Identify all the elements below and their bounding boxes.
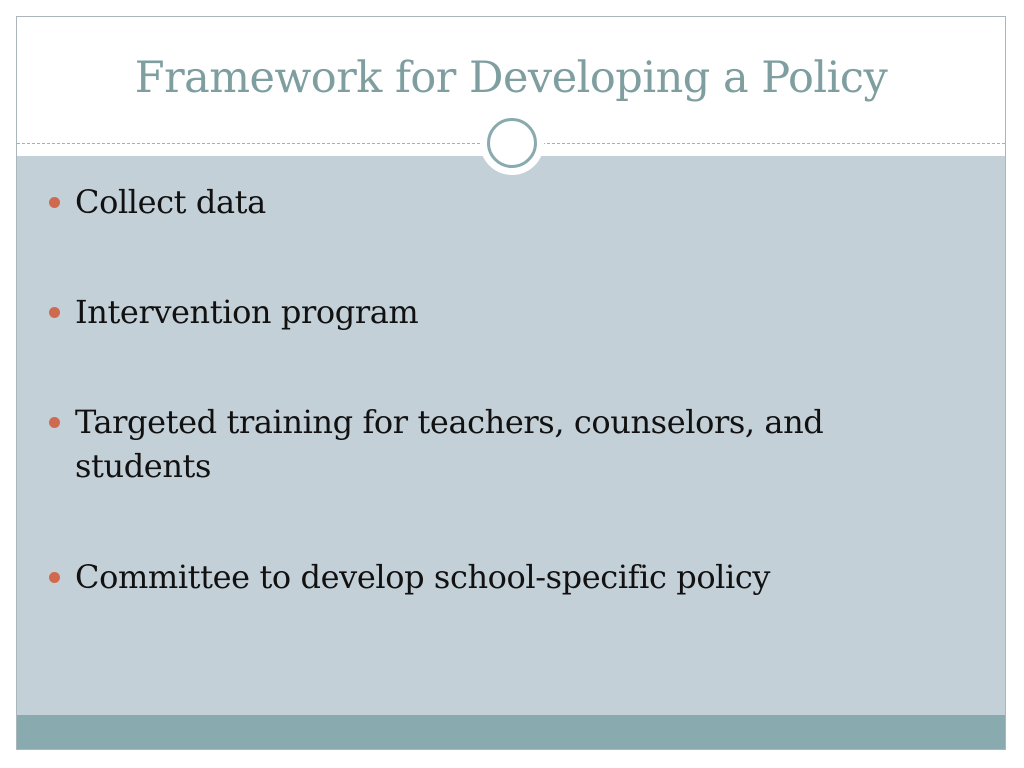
circle-ring-icon: [480, 111, 544, 175]
slide-title: Framework for Developing a Policy: [134, 53, 888, 103]
slide: [16, 16, 1006, 750]
footer-band: [17, 715, 1005, 749]
round-bullet-icon: [49, 307, 60, 318]
round-bullet-icon: [49, 417, 60, 428]
bullet-text: Intervention program: [75, 293, 419, 331]
round-bullet-icon: [49, 572, 60, 583]
bullet-text: Committee to develop school-specific policy: [75, 558, 771, 596]
round-bullet-icon: [49, 197, 60, 208]
bullet-text: Collect data: [75, 183, 266, 221]
bullet-item: [75, 400, 915, 488]
bullet-item: [75, 555, 915, 599]
bullet-text: Targeted training for teachers, counselors, and students: [75, 403, 824, 485]
bullet-item: [75, 290, 915, 334]
bullet-item: [75, 180, 915, 224]
ornament-ring: [487, 118, 537, 168]
content-panel: [17, 156, 1005, 716]
